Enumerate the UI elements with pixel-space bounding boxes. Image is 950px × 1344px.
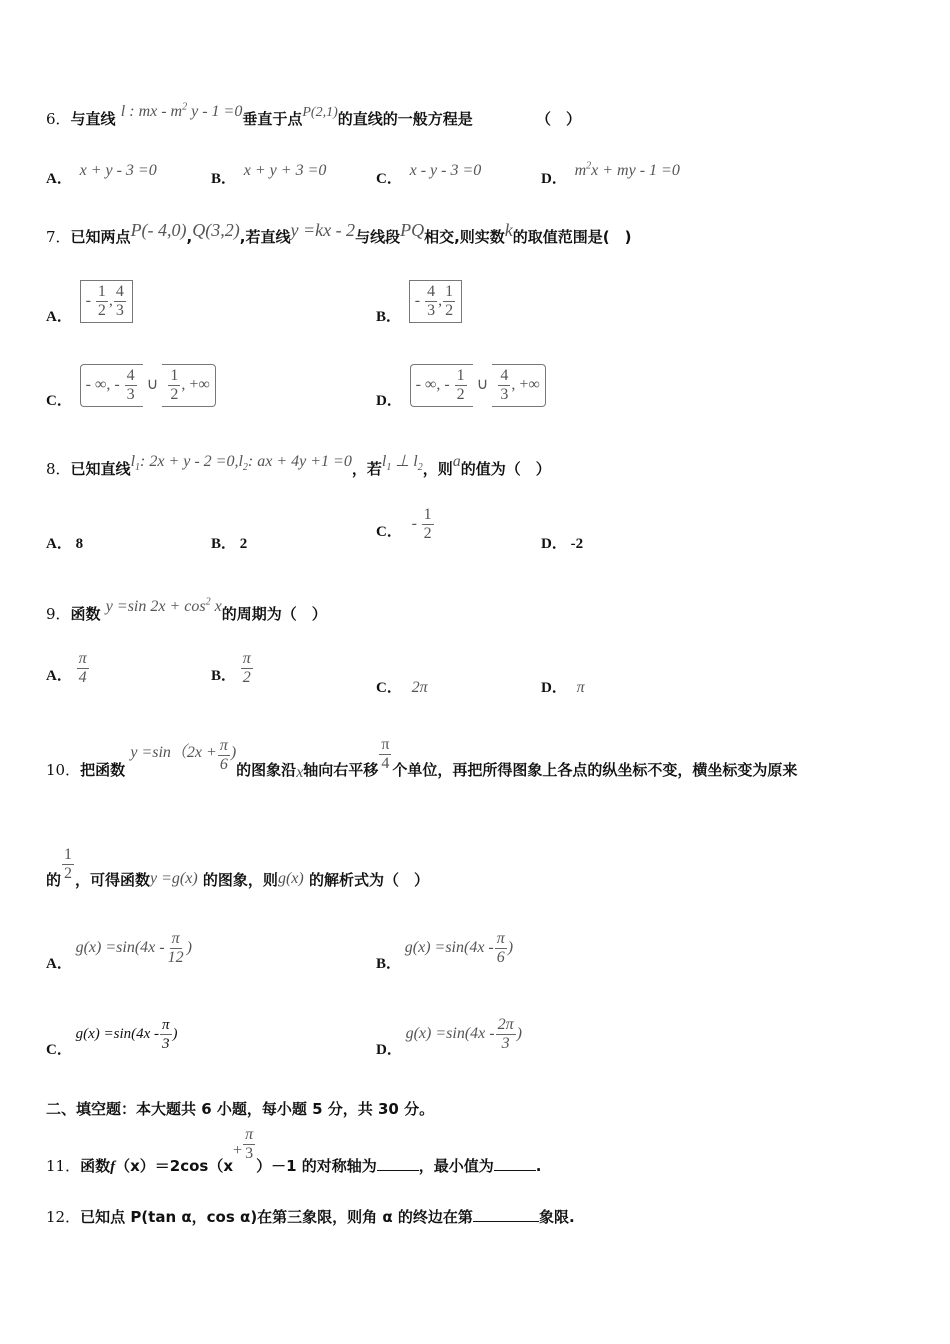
denominator: 3 <box>162 1036 170 1052</box>
fraction <box>425 283 437 320</box>
fraction <box>218 737 230 774</box>
q6-option-b[interactable] <box>211 162 327 188</box>
denominator: 4 <box>381 755 390 772</box>
union-symbol: ∪ <box>146 375 159 393</box>
interval-closed <box>80 280 133 323</box>
math-text: - ∞, - <box>85 376 120 394</box>
math-text: l <box>130 453 136 470</box>
math-text: : 2x + y - 2 =0, <box>140 453 239 470</box>
math-text: g(x) =sin(4x - <box>404 939 494 957</box>
fraction <box>114 283 126 320</box>
fraction <box>77 650 89 687</box>
question-text: ）－1 的对称轴为 <box>256 1157 377 1175</box>
fraction <box>168 367 180 404</box>
question-text: ，则 <box>422 460 453 478</box>
question-text: 已知两点 <box>70 228 131 246</box>
option-expr: x - y - 3 =0 <box>409 162 482 179</box>
denominator: 3 <box>500 386 509 403</box>
math-sup: 2 <box>205 596 211 608</box>
question-text: （x）＝2cos（x <box>115 1157 234 1175</box>
fraction <box>379 736 391 773</box>
option-label: B． <box>376 956 402 973</box>
question-number: 12． <box>46 1208 81 1226</box>
option-label: C． <box>376 680 402 696</box>
math-text: ) <box>172 1025 178 1042</box>
question-number: 9． <box>46 605 71 623</box>
numerator: π <box>171 930 180 947</box>
q10-option-d[interactable] <box>376 1016 522 1059</box>
question-11 <box>46 1126 542 1175</box>
math-point-q: Q(3,2) <box>192 220 240 240</box>
option-label: A． <box>46 956 72 973</box>
blank-axis[interactable] <box>377 1170 419 1171</box>
question-9 <box>46 596 327 624</box>
math-k: k <box>504 220 513 240</box>
question-text: 相交,则实数 <box>424 228 505 246</box>
option-label: D． <box>376 392 402 409</box>
math-text: g(x) =sin(4x - <box>75 939 165 957</box>
option-expr <box>75 1017 178 1052</box>
option-label: A． <box>46 667 72 684</box>
question-text: ，最小值为 <box>418 1157 494 1175</box>
option-label: D． <box>541 680 567 696</box>
math-text: , <box>108 292 113 310</box>
question-10-line1 <box>46 736 798 781</box>
math-plus: + <box>233 1142 243 1159</box>
math-sup: 2 <box>586 160 592 172</box>
blank-quadrant[interactable] <box>473 1221 539 1222</box>
question-text: 的图象沿 <box>236 761 297 779</box>
numerator: 4 <box>126 367 135 384</box>
question-text: 轴向右平移 <box>303 761 379 779</box>
question-text: 与线段 <box>355 228 401 246</box>
numerator: 1 <box>64 846 73 863</box>
numerator: 4 <box>427 283 436 300</box>
option-label: C． <box>376 171 402 187</box>
question-text: 象限. <box>538 1208 575 1226</box>
math-text: l <box>381 453 387 470</box>
math-line-l <box>121 103 243 120</box>
question-text: 垂直于点 <box>242 110 303 128</box>
math-text: x + my - 1 =0 <box>591 162 680 179</box>
denominator: 4 <box>78 669 87 686</box>
numerator: π <box>242 650 251 667</box>
q10-option-c[interactable] <box>46 1016 178 1058</box>
math-x: x <box>296 764 304 781</box>
math-text: g(x) =sin(4x - <box>405 1025 495 1043</box>
option-label: C． <box>46 1041 72 1058</box>
option-expr <box>575 162 680 179</box>
question-text: 的值为（ ） <box>460 460 551 478</box>
numerator: 1 <box>97 283 106 300</box>
q9-option-d[interactable] <box>541 676 585 697</box>
numerator: π <box>219 736 228 754</box>
interval-right <box>162 364 215 407</box>
math-text: l : mx - m <box>120 103 183 120</box>
fraction <box>125 367 137 404</box>
union-symbol: ∪ <box>476 375 489 393</box>
q7-option-c[interactable] <box>46 364 216 407</box>
q9-option-c[interactable] <box>376 676 428 697</box>
math-text: ) <box>516 1025 522 1043</box>
option-label: C． <box>376 523 402 540</box>
question-6 <box>46 101 582 129</box>
fraction <box>498 367 510 404</box>
option-label: A． <box>46 536 72 552</box>
question-text: 的周期为（ ） <box>221 605 327 623</box>
math-segment: PQ <box>400 220 425 240</box>
option-label: B． <box>376 308 402 325</box>
question-text: 函数 <box>70 605 101 623</box>
math-function <box>130 736 237 773</box>
option-label: A． <box>46 171 72 187</box>
fraction <box>495 930 507 967</box>
question-text: 函数 <box>80 1157 111 1175</box>
question-text: ，若 <box>351 460 382 478</box>
math-text: - ∞, - <box>415 376 450 394</box>
denominator: 3 <box>126 386 135 403</box>
q7-option-b[interactable] <box>376 280 462 323</box>
question-12 <box>46 1206 575 1227</box>
math-text: , +∞ <box>181 376 210 394</box>
option-expr <box>75 930 192 966</box>
math-perp <box>381 453 423 474</box>
question-number: 8． <box>46 460 71 478</box>
math-text: - <box>85 292 91 310</box>
math-g: g(x) <box>277 870 304 887</box>
question-text: , <box>186 228 193 246</box>
numerator: π <box>245 1126 254 1143</box>
q7-option-d[interactable] <box>376 364 546 407</box>
question-text: . <box>535 1157 542 1175</box>
q10-option-a[interactable] <box>46 930 192 973</box>
question-text: 的图象，则 <box>202 871 278 889</box>
interval-closed <box>409 280 462 323</box>
math-text: g(x) =sin(4x - <box>75 1025 160 1042</box>
interval-left <box>410 364 473 407</box>
q9-option-b[interactable] <box>211 650 254 687</box>
option-label: D． <box>541 536 567 552</box>
numerator: π <box>381 736 390 753</box>
math-text: m <box>574 162 587 179</box>
question-number: 11． <box>46 1157 81 1175</box>
denominator: 3 <box>501 1035 510 1052</box>
q10-option-b[interactable] <box>376 930 514 973</box>
numerator: 1 <box>170 367 179 384</box>
question-text: 与直线 <box>70 110 116 128</box>
math-lines <box>130 453 352 474</box>
math-text: y =sin（2x + <box>130 744 217 761</box>
math-text: l <box>413 453 418 470</box>
numerator: 4 <box>500 367 509 384</box>
math-point: P(2,1) <box>302 105 338 120</box>
q6-option-a[interactable] <box>46 162 157 188</box>
question-text: ,若直线 <box>239 228 291 246</box>
q8-option-c[interactable] <box>376 506 435 543</box>
denominator: 2 <box>423 525 432 542</box>
option-value: -2 <box>570 536 584 552</box>
denominator: 2 <box>64 865 73 882</box>
fraction <box>241 650 253 687</box>
math-text: , <box>438 292 443 310</box>
math-sub: 2 <box>242 462 248 474</box>
question-8 <box>46 453 551 481</box>
math-text: ) <box>186 939 192 957</box>
denominator: 2 <box>456 386 465 403</box>
numerator: 1 <box>456 367 465 384</box>
question-text: 的解析式为（ ） <box>308 871 429 889</box>
numerator: 1 <box>445 283 454 300</box>
math-text: ) <box>507 939 514 957</box>
q8-option-a[interactable] <box>46 532 83 553</box>
option-expr <box>404 930 514 966</box>
math-a: a <box>452 453 461 470</box>
question-text: 已知直线 <box>70 460 131 478</box>
denominator: 3 <box>115 302 124 319</box>
question-text: 的 <box>46 871 62 889</box>
q6-option-d[interactable] <box>541 160 680 188</box>
math-sub: 1 <box>386 462 392 474</box>
math-g: y =g(x) <box>150 870 198 887</box>
math-text: ) <box>230 744 237 761</box>
denominator: 2 <box>170 386 179 403</box>
denominator: 12 <box>167 949 184 966</box>
math-sign: - <box>411 514 417 532</box>
question-number: 6． <box>46 110 71 128</box>
question-number: 7． <box>46 228 71 246</box>
numerator: 2π <box>497 1016 514 1033</box>
section-2-heading: 二、填空题：本大题共 6 小题，每小题 5 分，共 30 分。 <box>46 1100 435 1118</box>
math-text: l <box>238 453 243 470</box>
fraction <box>243 1126 255 1163</box>
option-value: 2 <box>239 536 248 552</box>
denominator: 2 <box>97 302 106 319</box>
fraction <box>96 283 108 320</box>
option-label: B． <box>211 667 237 684</box>
numerator: π <box>162 1017 170 1033</box>
question-text: 已知点 P(tan α，cos α)在第三象限，则角 α 的终边在第 <box>80 1208 473 1226</box>
math-text: x <box>214 598 222 615</box>
q6-option-c[interactable] <box>376 162 482 188</box>
option-expr: x + y - 3 =0 <box>79 162 157 179</box>
fraction <box>62 846 74 883</box>
fraction <box>443 283 455 320</box>
option-value: π <box>576 679 585 696</box>
question-text: 的取值范围是( ) <box>512 228 632 246</box>
numerator: π <box>78 650 87 667</box>
question-number: 10． <box>46 761 81 779</box>
denominator: 3 <box>245 1145 254 1162</box>
math-text: y =sin 2x + cos <box>105 598 206 615</box>
math-point-p: P(- 4,0) <box>130 220 187 240</box>
math-text: , +∞ <box>511 376 540 394</box>
math-text: : ax + 4y +1 =0 <box>247 453 352 470</box>
question-text: 把函数 <box>80 761 126 779</box>
fraction <box>496 1016 516 1053</box>
numerator: 4 <box>115 283 124 300</box>
math-sub: 2 <box>417 462 423 474</box>
question-text: 个单位，再把所得图象上各点的纵坐标不变，横坐标变为原来 <box>392 761 798 779</box>
perp-symbol: ⊥ <box>391 453 414 470</box>
option-expr: x + y + 3 =0 <box>243 162 327 179</box>
fraction <box>455 367 467 404</box>
numerator: π <box>496 930 505 947</box>
option-label: A． <box>46 308 72 325</box>
question-10-line2 <box>46 846 429 889</box>
interval-right <box>492 364 545 407</box>
question-text: ，可得函数 <box>75 871 151 889</box>
math-function <box>106 598 222 615</box>
interval-left <box>80 364 143 407</box>
denominator: 6 <box>496 949 505 966</box>
math-text: y - 1 =0 <box>191 103 243 120</box>
denominator: 6 <box>219 755 228 773</box>
question-7 <box>46 220 632 247</box>
q8-option-d[interactable] <box>541 532 583 553</box>
q8-option-b[interactable] <box>211 532 247 553</box>
question-text: 的直线的一般方程是 <box>337 110 473 128</box>
fraction <box>166 930 186 967</box>
option-value: 8 <box>75 536 84 552</box>
option-value: 2π <box>411 679 428 696</box>
option-label: D． <box>376 1042 402 1059</box>
option-label: B． <box>211 536 237 552</box>
math-f: f <box>110 1159 116 1175</box>
option-label: C． <box>46 392 72 409</box>
math-line: y =kx - 2 <box>290 220 356 240</box>
denominator: 2 <box>242 669 251 686</box>
fraction <box>422 506 434 543</box>
q7-option-a[interactable] <box>46 280 133 323</box>
fraction <box>160 1016 172 1053</box>
option-label: B． <box>211 171 237 187</box>
denominator: 2 <box>445 302 454 319</box>
numerator: 1 <box>423 506 432 523</box>
denominator: 3 <box>427 302 436 319</box>
option-label: D． <box>541 171 567 187</box>
answer-paren: （ ） <box>536 110 582 128</box>
q9-option-a[interactable] <box>46 650 90 687</box>
math-sub: 1 <box>135 462 141 474</box>
math-sup: 2 <box>182 101 188 113</box>
blank-min[interactable] <box>494 1170 536 1171</box>
math-text: - <box>414 292 421 310</box>
